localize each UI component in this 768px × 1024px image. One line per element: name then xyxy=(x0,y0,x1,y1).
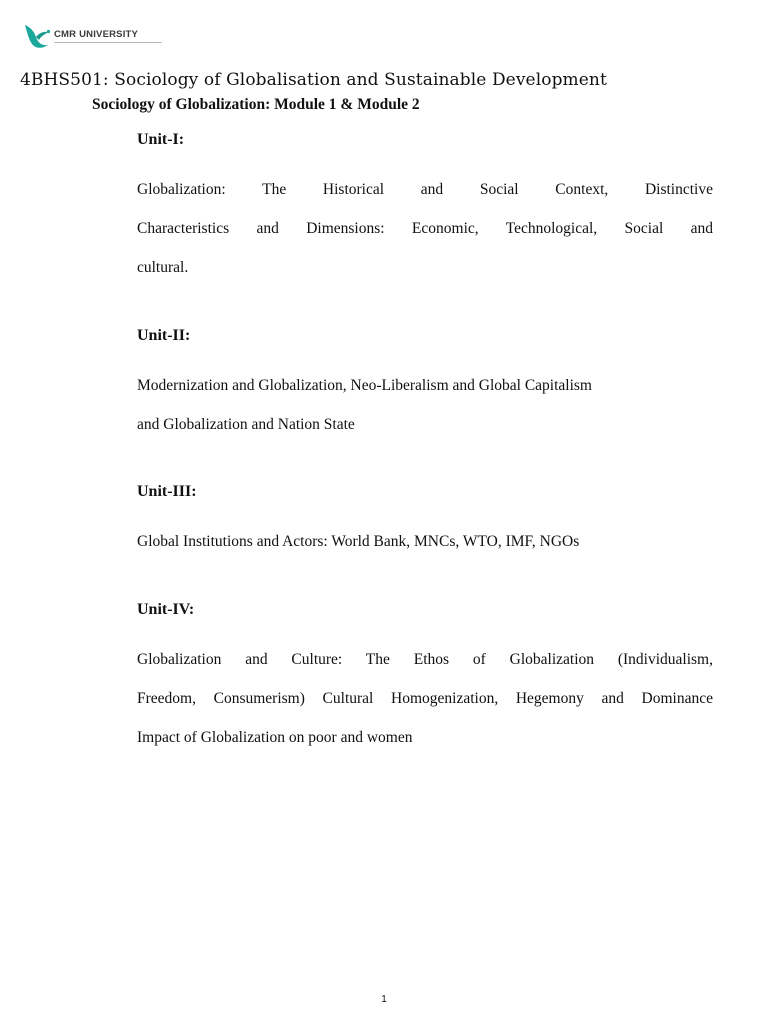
unit-body xyxy=(137,170,713,287)
unit-title: Unit-III: xyxy=(137,483,197,500)
crane-bird-icon xyxy=(22,21,52,51)
unit-title: Unit-I: xyxy=(137,131,185,148)
unit-body-line: Global Institutions and Actors: World Bank, MNCs, WTO, IMF, NGOs xyxy=(137,533,580,550)
unit-body xyxy=(137,640,713,757)
unit-body-line: cultural. xyxy=(137,259,189,276)
unit-section-3 xyxy=(137,482,713,561)
unit-section-4 xyxy=(137,600,713,757)
unit-body-line: Characteristics and Dimensions: Economic, Technological, Social and xyxy=(137,220,713,237)
unit-title: Unit-IV: xyxy=(137,601,195,618)
unit-title: Unit-II: xyxy=(137,327,191,344)
unit-section-1 xyxy=(137,130,713,287)
logo-text: CMR UNIVERSITY xyxy=(54,28,139,40)
unit-body-line: Impact of Globalization on poor and women xyxy=(137,729,413,746)
unit-body-line: Globalization: The Historical and Social Context, Distinctive xyxy=(137,181,713,198)
logo-tagline-rule xyxy=(54,42,162,43)
unit-body xyxy=(137,522,713,561)
unit-body xyxy=(137,366,713,444)
cmr-university-logo xyxy=(22,20,162,52)
unit-section-2 xyxy=(137,326,713,444)
unit-body-line: Globalization and Culture: The Ethos of Globalization (Individualism, xyxy=(137,651,713,668)
module-subtitle: Sociology of Globalization: Module 1 & Module 2 xyxy=(92,96,420,113)
unit-body-line: Freedom, Consumerism) Cultural Homogenization, Hegemony and Dominance xyxy=(137,690,713,707)
unit-body-line: Modernization and Globalization, Neo-Liberalism and Global Capitalism xyxy=(137,377,592,394)
course-title: 4BHS501: Sociology of Globalisation and Sustainable Development xyxy=(20,70,607,90)
unit-body-line: and Globalization and Nation State xyxy=(137,416,355,433)
page-number: 1 xyxy=(381,994,387,1005)
